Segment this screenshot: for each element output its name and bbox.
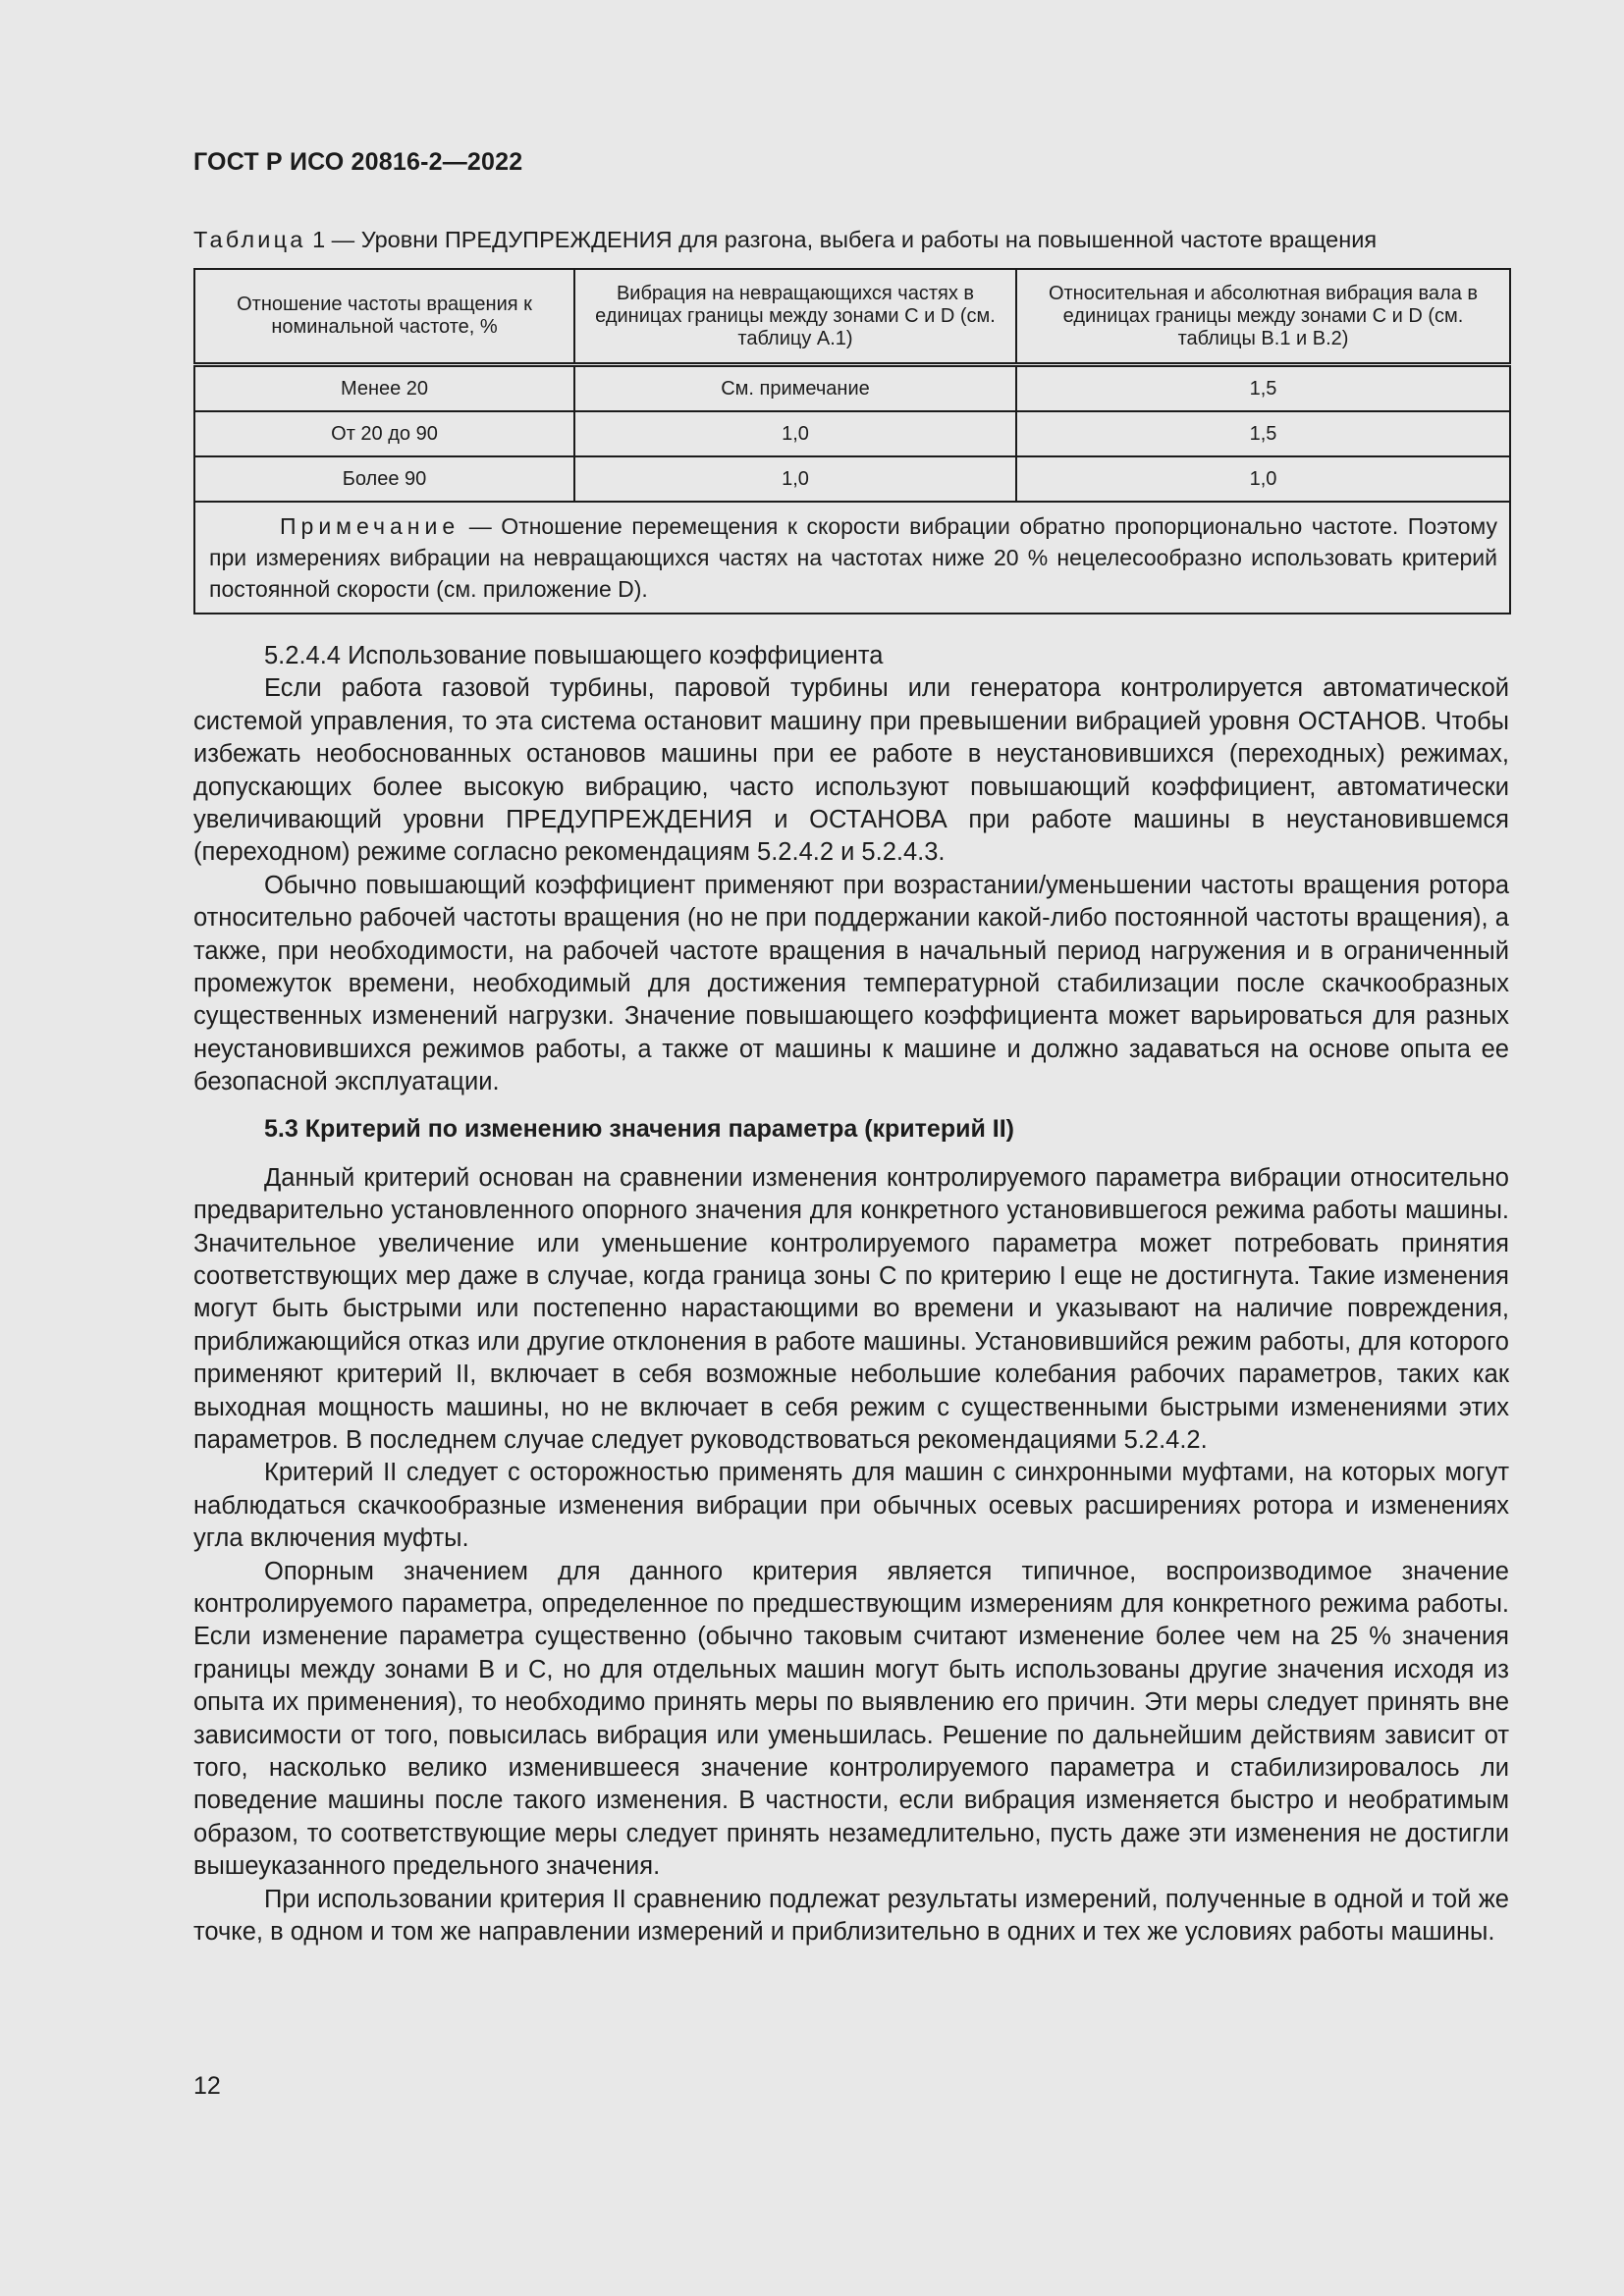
warning-levels-table	[193, 268, 1511, 614]
table-cell: От 20 до 90	[194, 411, 574, 456]
paragraph: Критерий II следует с осторожностью применять для машин с синхронными муфтами, на которых могут наблюдаться скачкообразные изменения вибрации при обычных осевых расширениях ротора и изменениях угла включения муфты.	[193, 1459, 1509, 1553]
table-cell: Менее 20	[194, 365, 574, 412]
page-number: 12	[193, 2072, 221, 2100]
table-note-text: — Отношение перемещения к скорости вибрации обратно пропорционально частоте. Поэтому при измерениях вибрации на невращающихся частях на частотах ниже 20 % нецелесообразно использовать критерий постоянной скорости (см. приложение D).	[209, 513, 1497, 602]
paragraph: Если работа газовой турбины, паровой турбины или генератора контролируется автоматической системой управления, то эта система остановит машину при превышении вибрацией уровня ОСТАНОВ. Чтобы избежать необоснованных остановов машины при ее работе в неустановившихся (переходных) режимах, допускающих более высокую вибрацию, часто используют повышающий коэффициент, автоматически увеличивающий уровни ПРЕДУПРЕЖДЕНИЯ и ОСТАНОВА при работе машины в неустановившемся (переходном) режиме согласно рекомендациям 5.2.4.2 и 5.2.4.3.	[193, 674, 1509, 867]
paragraph: Данный критерий основан на сравнении изменения контролируемого параметра вибрации относительно предварительно установленного опорного значения для конкретного установившегося режима работы машины. Значительное увеличение или уменьшение контролируемого параметра может потребовать принятия соответствующих мер даже в случае, когда граница зоны C по критерию I еще не достигнута. Такие изменения могут быть быстрыми или постепенно нарастающими во времени и указывают на наличие повреждения, приближающийся отказ или другие отклонения в работе машины. Установившийся режим работы, для которого применяют критерий II, включает в себя возможные небольшие колебания рабочих параметров, таких как выходная мощность машины, но не включает в себя режим с существенными быстрыми изменениями этих параметров. В последнем случае следует руководствоваться рекомендациями 5.2.4.2.	[193, 1163, 1509, 1454]
header-cell-shaft-vibration: Относительная и абсолютная вибрация вала в единицах границы между зонами C и D (см. таблицы В.1 и В.2)	[1016, 269, 1510, 365]
table-caption-label: Таблица	[193, 227, 306, 252]
table-cell: 1,0	[574, 411, 1016, 456]
document-header: ГОСТ Р ИСО 20816-2—2022	[193, 148, 523, 176]
table-caption	[193, 227, 1377, 253]
section-5-3-title: 5.3 Критерий по изменению значения параметра (критерий II)	[264, 1114, 1014, 1143]
table-header-row	[194, 269, 1510, 365]
table-cell: См. примечание	[574, 365, 1016, 412]
paragraph: Опорным значением для данного критерия является типичное, воспроизводимое значение контролируемого параметра, определенное по предшествующим измерениям для конкретного режима работы. Если изменение параметра существенно (обычно таковым считают изменение более чем на 25 % значения границы между зонами B и C, но для отдельных машин могут быть использованы другие значения исходя из опыта их применения), то необходимо принять меры по выявлению его причин. Эти меры следует принять вне зависимости от того, повысилась вибрация или уменьшилась. Решение по дальнейшим действиям зависит от того, насколько велико изменившееся значение контролируемого параметра и стабилизировалось ли поведение машины после такого изменения. В частности, если вибрация изменяется быстро и необратимым образом, то соответствующие меры следует принять незамедлительно, пусть даже эти изменения не достигли вышеуказанного предельного значения.	[193, 1557, 1509, 1881]
table-note-label: Примечание	[280, 513, 460, 539]
table-cell: 1,0	[574, 456, 1016, 502]
paragraph: При использовании критерия II сравнению подлежат результаты измерений, полученные в одной и той же точке, в одном и том же направлении измерений и приблизительно в одних и тех же условиях работы машины.	[193, 1885, 1509, 1947]
section-5-2-4-4-title: 5.2.4.4 Использование повышающего коэффициента	[264, 642, 884, 669]
table-caption-text: 1 — Уровни ПРЕДУПРЕЖДЕНИЯ для разгона, выбега и работы на повышенной частоте вращения	[305, 227, 1378, 252]
header-cell-speed-ratio: Отношение частоты вращения к номинальной частоте, %	[194, 269, 574, 365]
table-cell: 1,0	[1016, 456, 1510, 502]
document-body	[193, 640, 1509, 1949]
table-cell: 1,5	[1016, 365, 1510, 412]
table-note	[194, 502, 1510, 614]
table-row	[194, 456, 1510, 502]
table-note-row	[194, 502, 1510, 614]
header-cell-nonrotating-vibration: Вибрация на невращающихся частях в единицах границы между зонами C и D (см. таблицу А.1)	[574, 269, 1016, 365]
table-cell: 1,5	[1016, 411, 1510, 456]
table-cell: Более 90	[194, 456, 574, 502]
table-row	[194, 365, 1510, 412]
paragraph: Обычно повышающий коэффициент применяют при возрастании/уменьшении частоты вращения ротора относительно рабочей частоты вращения (но не при поддержании какой-либо постоянной частоты вращения), а также, при необходимости, на рабочей частоте вращения в начальный период нагружения и в ограниченный промежуток времени, необходимый для достижения температурной стабилизации после скачкообразных существенных изменений нагрузки. Значение повышающего коэффициента может варьироваться для разных неустановившихся режимов работы, а также от машины к машине и должно задаваться на основе опыта ее безопасной эксплуатации.	[193, 871, 1509, 1096]
table-row	[194, 411, 1510, 456]
